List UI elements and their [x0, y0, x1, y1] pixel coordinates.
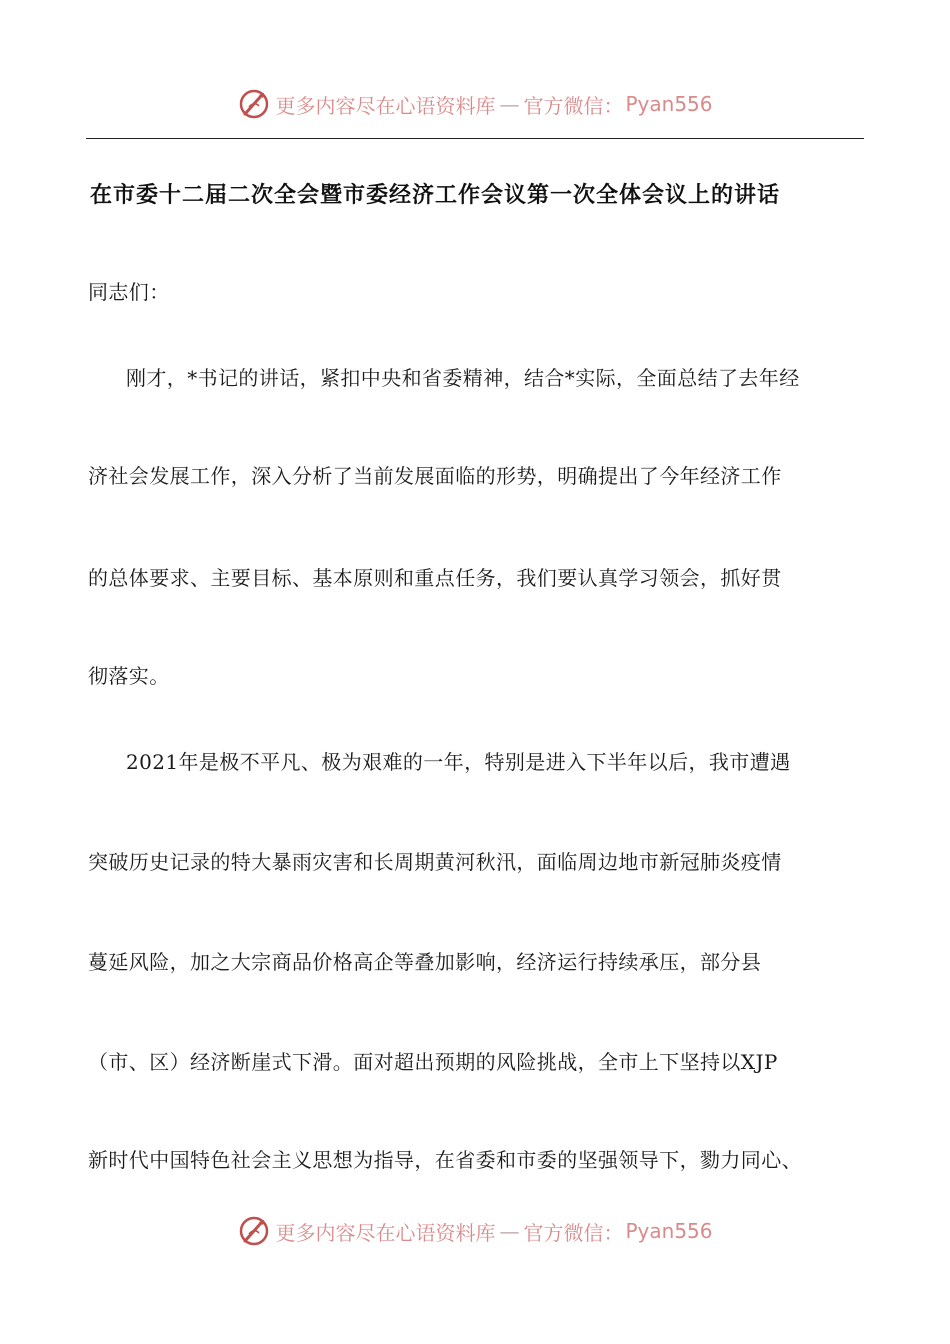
footer-banner [0, 1211, 950, 1251]
paragraph-line: 突破历史记录的特大暴雨灾害和长周期黄河秋汛，面临周边地市新冠肺炎疫情 [88, 850, 782, 874]
banner-separator: — [499, 1219, 520, 1243]
paragraph-line: 刚才，*书记的讲话，紧扣中央和省委精神，结合*实际，全面总结了去年经 [126, 366, 800, 390]
header-divider [86, 138, 864, 139]
paragraph-line: 蔓延风险，加之大宗商品价格高企等叠加影响，经济运行持续承压，部分县 [88, 950, 762, 974]
banner-wechat-handle: Pyan556 [625, 92, 713, 116]
banner-separator: — [499, 92, 520, 116]
header-banner [0, 84, 950, 124]
banner-wechat-handle: Pyan556 [625, 1219, 713, 1243]
paragraph-line: 新时代中国特色社会主义思想为指导，在省委和市委的坚强领导下，勠力同心、 [88, 1148, 802, 1172]
paragraph-line: （市、区）经济断崖式下滑。面对超出预期的风险挑战，全市上下坚持以XJP [88, 1050, 778, 1074]
banner-wechat-label: 官方微信： [523, 1220, 624, 1245]
banner-text: 更多内容尽在心语资料库 [275, 93, 496, 118]
banner-text: 更多内容尽在心语资料库 [275, 1220, 496, 1245]
paragraph-line: 的总体要求、主要目标、基本原则和重点任务，我们要认真学习领会，抓好贯 [88, 566, 782, 590]
paragraph-line: 2021年是极不平凡、极为艰难的一年，特别是进入下半年以后，我市遭遇 [126, 750, 791, 774]
paragraph-line: 彻落实。 [88, 664, 170, 688]
banner-wechat-label: 官方微信： [523, 93, 624, 118]
paragraph-line: 济社会发展工作，深入分析了当前发展面临的形势，明确提出了今年经济工作 [88, 464, 782, 488]
document-title: 在市委十二届二次全会暨市委经济工作会议第一次全体会议上的讲话 [90, 183, 781, 208]
salutation: 同志们： [88, 280, 170, 304]
pen-logo-icon [237, 1214, 271, 1248]
pen-logo-icon [237, 87, 271, 121]
